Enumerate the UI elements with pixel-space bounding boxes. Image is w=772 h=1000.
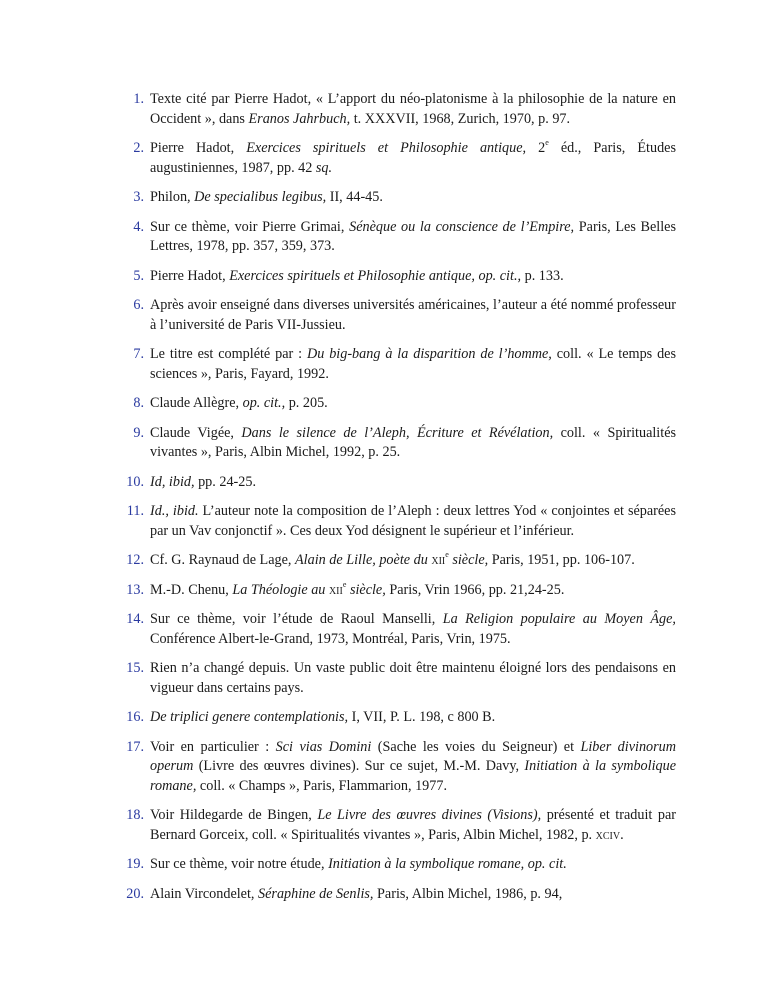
endnote-number: 7.	[133, 346, 144, 362]
endnotes-list	[116, 90, 676, 914]
endnote-item	[116, 855, 676, 875]
text-run: (Sache les voies du Seigneur) et	[371, 738, 581, 755]
italic-text: Initiation à la symbolique romane, op. cit.	[328, 856, 567, 872]
italic-text: Du big-bang à la disparition de l’homme,	[306, 346, 552, 362]
endnote-number: 8.	[133, 395, 144, 411]
text-run: coll. « Spiritualités vivantes », Paris, Albin Michel, 1992, p. 25.	[150, 424, 677, 460]
endnote-item	[116, 267, 676, 287]
endnote-number: 10.	[126, 473, 144, 490]
endnote-text	[150, 188, 676, 208]
text-run: II, 44-45.	[326, 189, 383, 205]
endnote-number: 5.	[133, 267, 144, 284]
endnote-text	[150, 855, 676, 875]
endnote-number: 18.	[126, 807, 144, 823]
text-run: Cf. G. Raynaud de Lage,	[150, 552, 295, 568]
text-run: L’auteur note la composition de l’Aleph : deux lettres Yod « conjointes et séparées par un Vav conjonctif ». Ces deux Yod désignent le supérieur et l’inférieur.	[150, 503, 676, 539]
endnote-item	[116, 139, 676, 178]
italic-text: op. cit.,	[242, 395, 286, 411]
endnote-item	[116, 394, 676, 414]
text-run: Pierre Hadot,	[150, 267, 230, 284]
endnote-number: 20.	[126, 885, 144, 902]
italic-text: sq.	[315, 159, 333, 176]
text-run: Sur ce thème, voir notre étude,	[150, 856, 329, 872]
endnote-item	[116, 885, 676, 905]
endnote-text	[150, 90, 676, 129]
text-run: pp. 24-25.	[194, 473, 257, 490]
endnote-text	[150, 296, 676, 335]
small-caps-text: xii	[328, 581, 343, 598]
endnote-text	[150, 502, 676, 541]
small-caps-text: xii	[431, 552, 446, 568]
text-run: Sur ce thème, voir l’étude de Raoul Manselli,	[150, 611, 443, 627]
text-run: .	[620, 826, 624, 843]
italic-text: De specialibus legibus,	[194, 189, 327, 205]
italic-text: Eranos Jahrbuch,	[248, 110, 351, 127]
endnote-item	[116, 806, 676, 845]
endnote-number: 14.	[126, 611, 144, 627]
text-run: Alain Vircondelet,	[150, 885, 259, 902]
endnote-item	[116, 90, 676, 129]
text-run: Voir Hildegarde de Bingen,	[150, 807, 318, 823]
text-run: Paris, Vrin 1966, pp. 21,24-25.	[385, 581, 565, 598]
italic-text: Séraphine de Senlis,	[258, 885, 374, 902]
endnote-item	[116, 345, 676, 384]
endnote-item	[116, 659, 676, 698]
text-run: Paris, Albin Michel, 1986, p. 94,	[373, 885, 563, 902]
italic-text: Id., ibid.	[150, 503, 199, 519]
endnote-text	[150, 581, 676, 601]
endnote-number: 6.	[133, 297, 144, 313]
italic-text: De triplici genere contemplationis,	[150, 709, 349, 725]
endnote-number: 3.	[133, 189, 144, 205]
endnote-text	[150, 659, 676, 698]
endnote-item	[116, 581, 676, 601]
italic-text: Le Livre des œuvres divines (Visions),	[317, 807, 542, 823]
endnote-number: 4.	[133, 218, 144, 235]
italic-text: La Religion populaire au Moyen Âge,	[442, 611, 676, 627]
text-run: Voir en particulier :	[150, 738, 276, 755]
text-run: coll. « Champs », Paris, Flammarion, 1977.	[196, 777, 448, 794]
italic-text: Exercices spirituels et Philosophie antique, op. cit.,	[229, 267, 522, 284]
endnote-item	[116, 188, 676, 208]
text-run: Le titre est complété par :	[150, 346, 307, 362]
endnote-item	[116, 551, 676, 571]
endnote-number: 12.	[126, 552, 144, 568]
text-run: Paris, 1951, pp. 106-107.	[488, 552, 635, 568]
endnote-item	[116, 218, 676, 257]
superscript-text: e	[342, 579, 347, 589]
endnote-number: 13.	[126, 581, 144, 598]
text-run: p. 205.	[285, 395, 328, 411]
italic-text: La Théologie au	[232, 581, 329, 598]
small-caps-text: xciv	[595, 826, 621, 843]
text-run: (Livre des œuvres divines). Sur ce sujet, M.-M. Davy,	[193, 758, 525, 774]
text-run: présenté et traduit par Bernard Gorceix, coll. « Spiritualités vivantes », Paris, Albin Michel, 1982, p.	[150, 807, 676, 843]
text-run: 2	[526, 140, 546, 156]
text-run: Conférence Albert-le-Grand, 1973, Montréal, Paris, Vrin, 1975.	[150, 630, 511, 647]
text-run: M.-D. Chenu,	[150, 581, 233, 598]
text-run: Claude Vigée,	[150, 424, 242, 441]
superscript-text: e	[545, 138, 549, 148]
italic-text: siècle,	[448, 552, 489, 568]
text-run: Sur ce thème, voir Pierre Grimai,	[150, 218, 350, 235]
endnote-text	[150, 806, 676, 845]
endnote-number: 1.	[133, 91, 144, 107]
endnote-item	[116, 473, 676, 493]
endnote-item	[116, 610, 676, 649]
endnote-number: 16.	[126, 709, 144, 725]
superscript-text: e	[445, 550, 449, 560]
italic-text: Initiation à la symbolique romane,	[150, 758, 677, 794]
endnote-text	[150, 267, 676, 287]
endnote-text	[150, 345, 676, 384]
endnote-number: 9.	[133, 424, 144, 441]
endnote-text	[150, 708, 676, 728]
italic-text: Exercices spirituels et Philosophie antique,	[246, 140, 527, 156]
text-run: Texte cité par Pierre Hadot, « L’apport du néo-platonisme à la philosophie de la nature en Occident », dans	[150, 91, 676, 127]
text-run: I, VII, P. L. 198, c 800 B.	[348, 709, 496, 725]
text-run: Paris, Les Belles Lettres, 1978, pp. 357, 359, 373.	[150, 218, 676, 254]
text-run: coll. « Le temps des sciences », Paris, Fayard, 1992.	[150, 346, 676, 382]
endnote-text	[150, 738, 676, 797]
endnote-text	[150, 139, 676, 178]
italic-text: siècle,	[346, 581, 386, 598]
italic-text: Sci vias Domini	[275, 738, 372, 755]
text-run: Pierre Hadot,	[150, 140, 247, 156]
endnote-number: 17.	[126, 738, 144, 755]
text-run: p. 133.	[521, 267, 564, 284]
text-run: Après avoir enseigné dans diverses universités américaines, l’auteur a été nommé professeur à l’université de Paris VII-Jussieu.	[150, 297, 676, 333]
endnote-text	[150, 885, 676, 905]
endnote-text	[150, 473, 676, 493]
endnote-number: 2.	[133, 140, 144, 156]
text-run: Rien n’a changé depuis. Un vaste public doit être maintenu éloigné lors des pendaisons en vigueur dans certains pays.	[150, 660, 676, 696]
endnote-item	[116, 738, 676, 797]
endnote-item	[116, 296, 676, 335]
italic-text: Alain de Lille, poète du	[295, 552, 432, 568]
text-run: Philon,	[150, 189, 195, 205]
text-run: éd., Paris, Études augustiniennes, 1987, pp. 42	[150, 140, 676, 176]
endnote-text	[150, 551, 676, 571]
endnote-item	[116, 424, 676, 463]
text-run: t. XXXVII, 1968, Zurich, 1970, p. 97.	[350, 110, 571, 127]
italic-text: Sénèque ou la conscience de l’Empire,	[349, 218, 575, 235]
endnote-number: 11.	[126, 503, 144, 519]
text-run: Claude Allègre,	[150, 395, 243, 411]
endnote-text	[150, 610, 676, 649]
endnote-number: 15.	[126, 660, 144, 676]
italic-text: Liber divinorum operum	[150, 738, 676, 774]
endnote-item	[116, 502, 676, 541]
italic-text: Dans le silence de l’Aleph, Écriture et Révélation,	[241, 424, 554, 441]
endnote-text	[150, 394, 676, 414]
endnote-item	[116, 708, 676, 728]
italic-text: Id, ibid,	[150, 473, 195, 490]
endnote-text	[150, 218, 676, 257]
endnote-text	[150, 424, 676, 463]
endnote-number: 19.	[126, 856, 144, 872]
